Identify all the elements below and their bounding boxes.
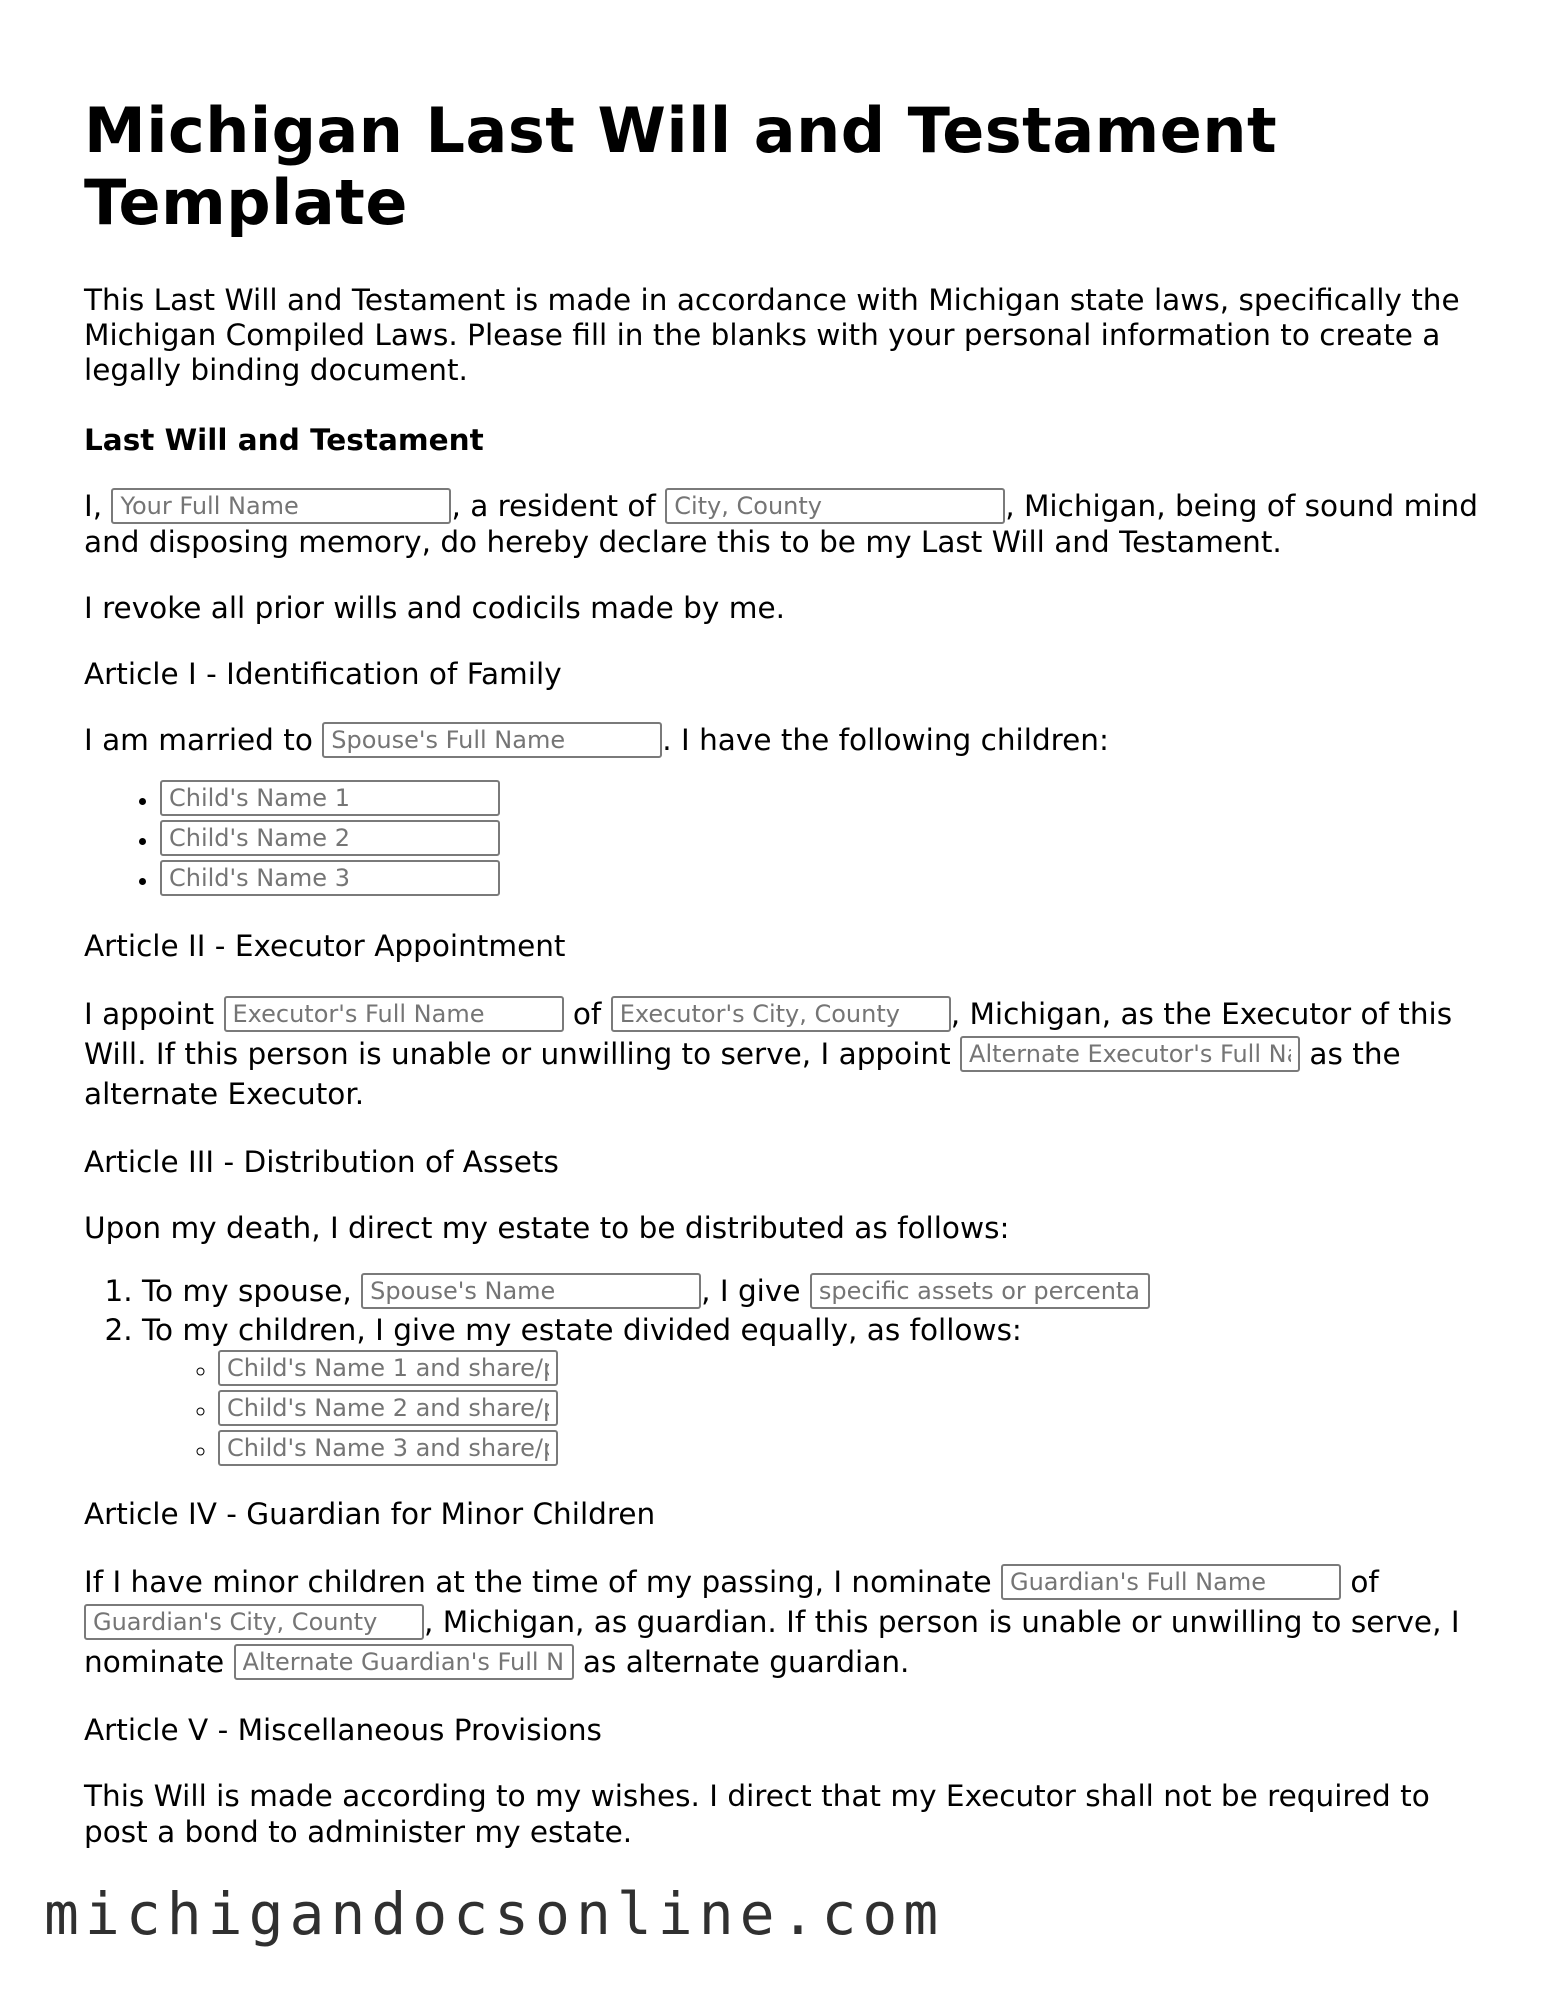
distribution-list: [84, 1272, 1484, 1468]
section-heading: Last Will and Testament: [84, 423, 484, 457]
distribution-spouse-text-2: , I give: [701, 1274, 810, 1308]
guardian-text-1: If I have minor children at the time of my passing, I nominate: [84, 1565, 1001, 1599]
miscellaneous-paragraph: This Will is made according to my wishes. I direct that my Executor shall not be required to post a bond to administer my estate.: [84, 1779, 1430, 1849]
executor-text-1: I appoint: [84, 997, 224, 1031]
executor-text-3: , Michigan, as the Executor of this Will. If this person is unable or unwilling to serve, I appoint: [84, 997, 1453, 1071]
article-1-heading: Article I - Identification of Family: [84, 657, 562, 691]
executor-paragraph: [84, 994, 1484, 1114]
list-item: [142, 1272, 1484, 1311]
executor-name-input[interactable]: [224, 996, 564, 1032]
guardian-paragraph: [84, 1562, 1484, 1682]
child-share-1-input[interactable]: [218, 1350, 558, 1386]
article-3-heading: Article III - Distribution of Assets: [84, 1145, 559, 1179]
children-shares-list: [142, 1348, 1484, 1468]
declaration-text-1: I,: [84, 489, 112, 523]
executor-city-input[interactable]: [611, 996, 951, 1032]
child-share-2-input[interactable]: [218, 1390, 558, 1426]
article-2-heading: Article II - Executor Appointment: [84, 929, 566, 963]
child-share-3-input[interactable]: [218, 1430, 558, 1466]
guardian-text-2: of: [1340, 1565, 1379, 1599]
marriage-text-2: . I have the following children:: [662, 723, 1109, 757]
spouse-assets-input[interactable]: [810, 1273, 1150, 1309]
child-name-2-input[interactable]: [160, 820, 500, 856]
article-5-heading: Article V - Miscellaneous Provisions: [84, 1713, 602, 1747]
list-item: [218, 1428, 1484, 1468]
revoke-paragraph: I revoke all prior wills and codicils made by me.: [84, 591, 785, 625]
list-item: [218, 1348, 1484, 1388]
declaration-text-3: , Michigan, being of sound mind and disposing memory, do hereby declare this to be my Last Will and Testament.: [84, 489, 1478, 559]
list-item: [218, 1388, 1484, 1428]
page-title: Michigan Last Will and Testament Template: [84, 94, 1278, 239]
child-name-3-input[interactable]: [160, 860, 500, 896]
declaration-text-2: , a resident of: [451, 489, 666, 523]
guardian-name-input[interactable]: [1001, 1564, 1341, 1600]
marriage-text-1: I am married to: [84, 723, 323, 757]
article-4-heading: Article IV - Guardian for Minor Children: [84, 1497, 656, 1531]
intro-paragraph: This Last Will and Testament is made in accordance with Michigan state laws, specifically the Michigan Compiled Laws. Please fill in the blanks with your personal information to create a legally binding document.: [84, 283, 1460, 387]
list-item: [160, 778, 1484, 818]
residence-input[interactable]: [665, 488, 1005, 524]
declaration-paragraph: [84, 488, 1484, 560]
will-document: [84, 95, 1484, 1880]
distribution-spouse-text-1: To my spouse,: [142, 1274, 362, 1308]
list-item: [160, 858, 1484, 898]
watermark: michigandocsonline.com: [44, 1880, 945, 1948]
executor-text-4: as the alternate Executor.: [84, 1037, 1401, 1111]
distribution-spouse-input[interactable]: [361, 1273, 701, 1309]
distribution-intro: Upon my death, I direct my estate to be distributed as follows:: [84, 1211, 1010, 1245]
spouse-full-name-input[interactable]: [322, 722, 662, 758]
marriage-paragraph: [84, 722, 1484, 758]
alternate-executor-input[interactable]: [960, 1036, 1300, 1072]
guardian-city-input[interactable]: [84, 1604, 424, 1640]
children-list: [84, 778, 1484, 898]
list-item: [160, 818, 1484, 858]
distribution-children-text: To my children, I give my estate divided equally, as follows:: [142, 1313, 1022, 1347]
list-item: [142, 1311, 1484, 1468]
full-name-input[interactable]: [111, 488, 451, 524]
alternate-guardian-input[interactable]: [234, 1644, 574, 1680]
guardian-text-3: , Michigan, as guardian. If this person is unable or unwilling to serve, I nominate: [84, 1605, 1460, 1679]
child-name-1-input[interactable]: [160, 780, 500, 816]
executor-text-2: of: [563, 997, 611, 1031]
guardian-text-4: as alternate guardian.: [573, 1645, 910, 1679]
